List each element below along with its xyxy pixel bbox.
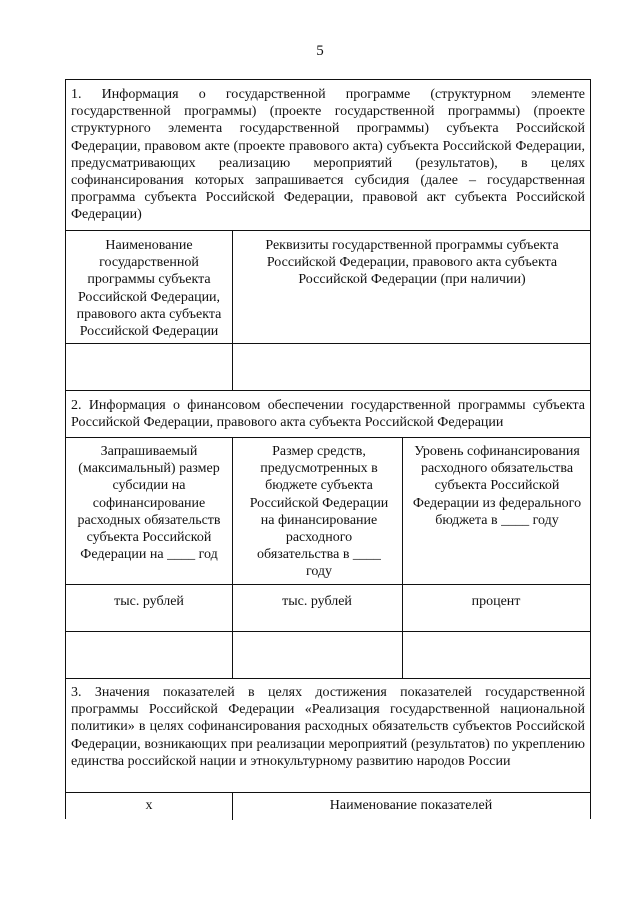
section2-col2-unit: тыс. рублей: [282, 594, 352, 609]
divider: [66, 631, 590, 632]
section1-title: 1. Информация о государственной программе (структурном элементе государственной программы) (проекте государственной программы) (проекте структурного элемента государственной программы) субъекта Российской Федерации, правовом акте (проекте правового акта) субъекта Российской Федерации, предусматривающих реализацию мероприятий (результатов), в целях софинансирования которых запрашивается субсидия (далее – государственная программа субъекта Российской Федерации, правовой акт субъекта Российской Федерации): [71, 87, 585, 223]
section3-col2-header: Наименование показателей: [329, 798, 493, 813]
form-table: [65, 79, 591, 819]
section2-col3-header: Уровень софинансирования расходного обязательства субъекта Российской Федерации из федерального бюджета в ____ году: [412, 444, 582, 528]
section2-col2-header: Размер средств, предусмотренных в бюджете субъекта Российской Федерации на финансирование расходного обязательства в ____ году: [249, 444, 389, 580]
section1-col2-header: Реквизиты государственной программы субъекта Российской Федерации, правового акта субъекта Российской Федерации (при наличии): [265, 238, 559, 288]
section3-col1-header: х: [145, 798, 153, 813]
column-divider: [232, 437, 233, 679]
divider: [66, 678, 590, 679]
divider: [66, 437, 590, 438]
divider: [66, 390, 590, 391]
divider: [66, 792, 590, 793]
page-number: 5: [316, 43, 324, 59]
section2-col1-header: Запрашиваемый (максимальный) размер субсидии на софинансирование расходных обязательств субъекта Российской Федерации на ____ год: [77, 444, 221, 563]
section3-title: 3. Значения показателей в целях достижения показателей государственной программы Российской Федерации «Реализация государственной национальной политики» в целях софинансирования расходных обязательств субъектов Российской Федерации, возникающих при реализации мероприятий (результатов) по укреплению единства российской нации и этнокультурному развитию народов России: [71, 685, 585, 769]
section2-col3-unit: процент: [471, 594, 521, 609]
column-divider: [232, 230, 233, 390]
section1-col1-header: Наименование государственной программы субъекта Российской Федерации, правового акта субъекта Российской Федерации: [76, 238, 222, 340]
section2-title: 2. Информация о финансовом обеспечении государственной программы субъекта Российской Федерации, правового акта субъекта Российской Федерации: [71, 398, 585, 431]
column-divider: [402, 437, 403, 679]
divider: [66, 343, 590, 344]
divider: [66, 584, 590, 585]
section2-col1-unit: тыс. рублей: [114, 594, 184, 609]
divider: [66, 230, 590, 231]
